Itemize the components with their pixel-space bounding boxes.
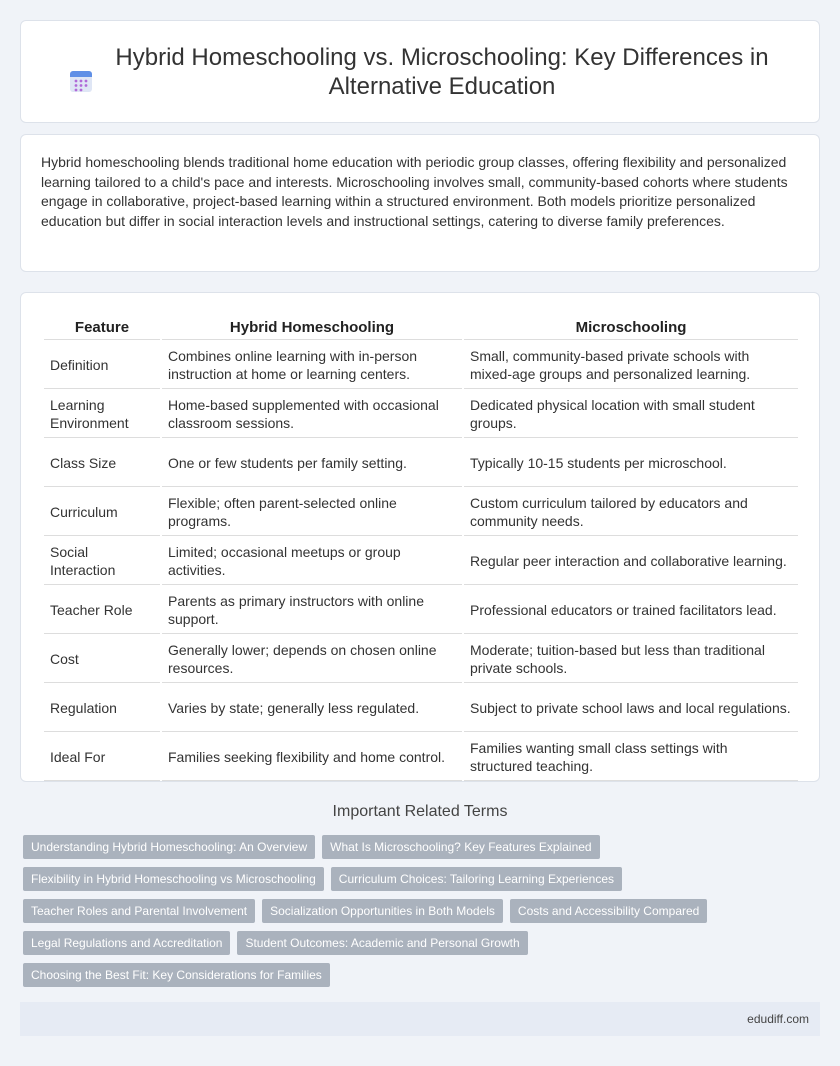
- header-micro: Microschooling: [464, 313, 798, 340]
- table-body: [44, 342, 798, 781]
- cell-feature: Ideal For: [44, 734, 160, 781]
- cell-feature: Curriculum: [44, 489, 160, 536]
- comparison-card: [20, 292, 820, 782]
- related-term-tag[interactable]: Understanding Hybrid Homeschooling: An Overview: [23, 835, 315, 859]
- intro-text: Hybrid homeschooling blends traditional home education with periodic group classes, offering flexibility and personalized learning tailored to a child's pace and interests. Microschooling involves small, community-based cohorts where students engage in collaborative, project-based learning within a structured environment. Both models prioritize personalized education but differ in social interaction levels and instructional settings, catering to diverse family preferences.: [41, 154, 788, 229]
- calendar-icon: [68, 68, 94, 94]
- cell-hybrid: Home-based supplemented with occasional classroom sessions.: [162, 391, 462, 438]
- table-row: [44, 685, 798, 732]
- cell-micro: Professional educators or trained facilitators lead.: [464, 587, 798, 634]
- cell-feature: Definition: [44, 342, 160, 389]
- cell-micro: Custom curriculum tailored by educators and community needs.: [464, 489, 798, 536]
- cell-hybrid: Families seeking flexibility and home control.: [162, 734, 462, 781]
- cell-hybrid: Flexible; often parent-selected online programs.: [162, 489, 462, 536]
- page-title: Hybrid Homeschooling vs. Microschooling: Key Differences in Alternative Education: [115, 43, 769, 100]
- table-row: [44, 342, 798, 389]
- related-term-tag[interactable]: Socialization Opportunities in Both Models: [262, 899, 503, 923]
- table-row: [44, 489, 798, 536]
- related-term-tag[interactable]: Curriculum Choices: Tailoring Learning Experiences: [331, 867, 622, 891]
- header-feature: Feature: [44, 313, 160, 340]
- table-row: [44, 538, 798, 585]
- table-row: [44, 636, 798, 683]
- table-row: [44, 391, 798, 438]
- cell-micro: Dedicated physical location with small student groups.: [464, 391, 798, 438]
- cell-feature: Social Interaction: [44, 538, 160, 585]
- cell-micro: Typically 10-15 students per microschool.: [464, 440, 798, 487]
- cell-hybrid: Combines online learning with in-person instruction at home or learning centers.: [162, 342, 462, 389]
- related-term-tag[interactable]: Flexibility in Hybrid Homeschooling vs Microschooling: [23, 867, 324, 891]
- cell-micro: Subject to private school laws and local regulations.: [464, 685, 798, 732]
- cell-feature: Cost: [44, 636, 160, 683]
- tag-row: [23, 963, 823, 987]
- table-row: [44, 440, 798, 487]
- related-term-tag[interactable]: Legal Regulations and Accreditation: [23, 931, 230, 955]
- related-term-tag[interactable]: Teacher Roles and Parental Involvement: [23, 899, 255, 923]
- cell-micro: Families wanting small class settings with structured teaching.: [464, 734, 798, 781]
- related-term-tag[interactable]: Student Outcomes: Academic and Personal Growth: [237, 931, 527, 955]
- tag-row: [23, 899, 823, 923]
- title-card: [20, 20, 820, 123]
- cell-feature: Learning Environment: [44, 391, 160, 438]
- related-term-tag[interactable]: Costs and Accessibility Compared: [510, 899, 707, 923]
- header-hybrid: Hybrid Homeschooling: [162, 313, 462, 340]
- related-terms-title: Important Related Terms: [332, 803, 508, 820]
- cell-micro: Small, community-based private schools with mixed-age groups and personalized learning.: [464, 342, 798, 389]
- cell-hybrid: One or few students per family setting.: [162, 440, 462, 487]
- table-header-row: [44, 313, 798, 340]
- cell-hybrid: Parents as primary instructors with online support.: [162, 587, 462, 634]
- intro-card: [20, 134, 820, 272]
- related-term-tag[interactable]: Choosing the Best Fit: Key Considerations for Families: [23, 963, 330, 987]
- tag-row: [23, 931, 823, 955]
- cell-hybrid: Limited; occasional meetups or group activities.: [162, 538, 462, 585]
- cell-feature: Regulation: [44, 685, 160, 732]
- cell-micro: Regular peer interaction and collaborative learning.: [464, 538, 798, 585]
- table-row: [44, 734, 798, 781]
- cell-hybrid: Varies by state; generally less regulated.: [162, 685, 462, 732]
- footer: [20, 1002, 820, 1036]
- footer-site[interactable]: edudiff.com: [747, 1012, 809, 1026]
- cell-micro: Moderate; tuition-based but less than traditional private schools.: [464, 636, 798, 683]
- related-terms-list: [23, 835, 823, 995]
- cell-feature: Class Size: [44, 440, 160, 487]
- related-term-tag[interactable]: What Is Microschooling? Key Features Explained: [322, 835, 599, 859]
- cell-hybrid: Generally lower; depends on chosen online resources.: [162, 636, 462, 683]
- table-row: [44, 587, 798, 634]
- tag-row: [23, 867, 823, 891]
- cell-feature: Teacher Role: [44, 587, 160, 634]
- comparison-table: [42, 311, 800, 783]
- tag-row: [23, 835, 823, 859]
